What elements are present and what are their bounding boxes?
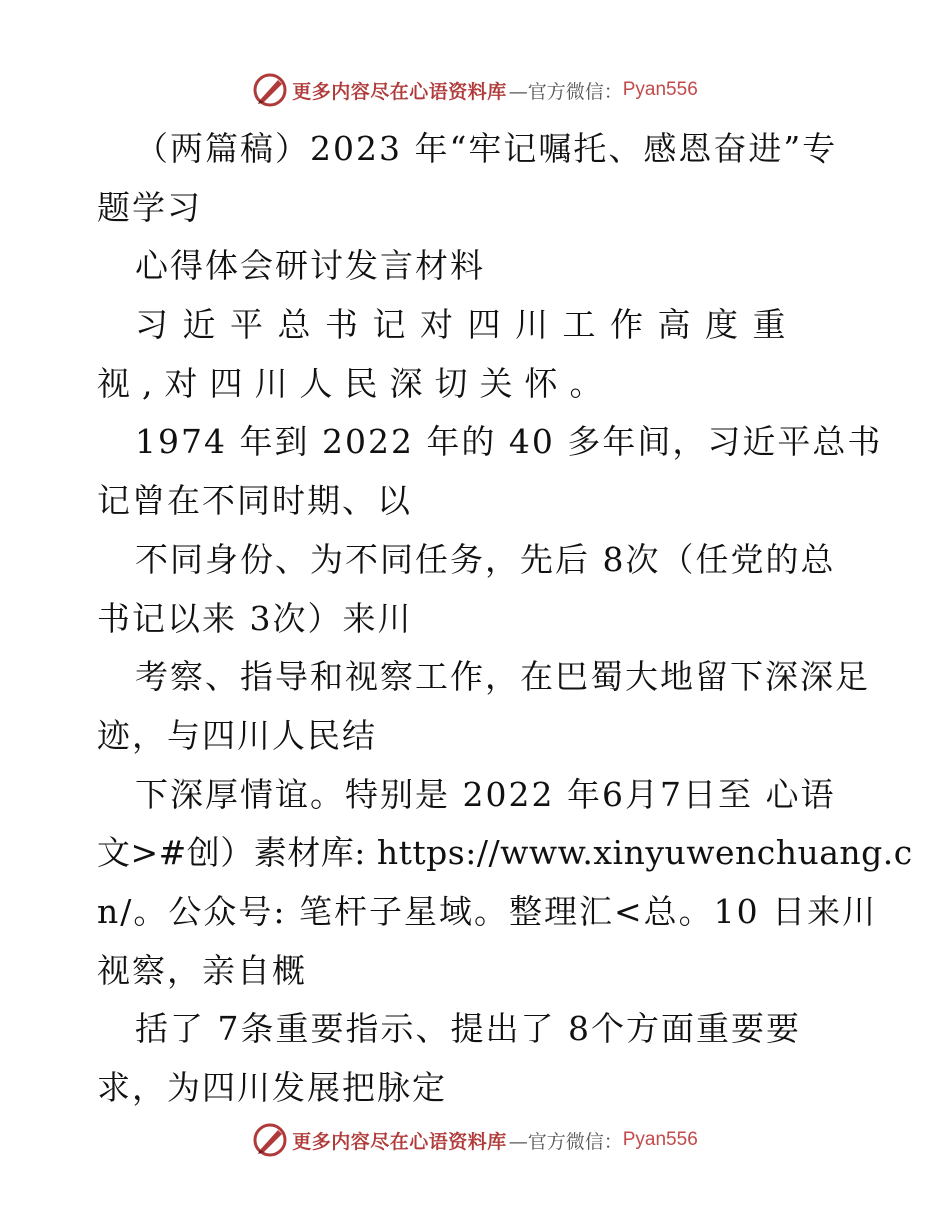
banner-wechat-id: Pyan556 [622,1129,698,1150]
paragraph-line: 考察、指导和视察工作，在巴蜀大地留下深深足 [135,657,870,697]
paragraph-line: 迹，与四川人民结 [97,715,377,755]
paragraph-line: 文>#创）素材库: https://www.xinyuwenchuang.c [97,833,913,873]
title-line-1: （两篇稿）2023 年“牢记嘱托、感恩奋进”专 [135,129,838,168]
paragraph-line: 视察，亲自概 [97,950,307,990]
footer-banner [0,1118,950,1162]
pen-logo-icon [252,1122,288,1158]
subtitle-line: 心得体会研讨发言材料 [135,246,485,286]
pen-logo-icon [252,72,288,108]
paragraph-line: n/。公众号: 笔杆子星域。整理汇<总。10 日来川 [97,891,878,931]
paragraph-line: 书记以来 3次）来川 [97,598,413,638]
banner-slogan: 更多内容尽在心语资料库 [292,1130,507,1153]
paragraph-line: 不同身份、为不同任务，先后 8次（任党的总 [135,539,836,579]
banner-official-label: —官方微信： [508,1130,623,1153]
banner-wechat-id: Pyan556 [622,79,698,100]
paragraph-line: 括了 7条重要指示、提出了 8个方面重要要 [135,1009,801,1049]
paragraph-line: 求，为四川发展把脉定 [97,1068,447,1107]
title-line-2: 题学习 [97,187,202,227]
paragraph-line: 记曾在不同时期、以 [97,481,412,521]
header-banner [0,68,950,112]
paragraph-line: 习近平总书记对四川工作高度重 [135,305,800,345]
paragraph-line: 1974 年到 2022 年的 40 多年间，习近平总书 [135,422,883,462]
banner-official-label: —官方微信： [508,80,623,103]
document-body [97,120,913,1118]
paragraph-line: 下深厚情谊。特别是 2022 年6月7日至 心语 [135,774,836,814]
banner-slogan: 更多内容尽在心语资料库 [292,80,507,103]
paragraph-line: 视,对四川人民深切关怀。 [97,363,615,403]
